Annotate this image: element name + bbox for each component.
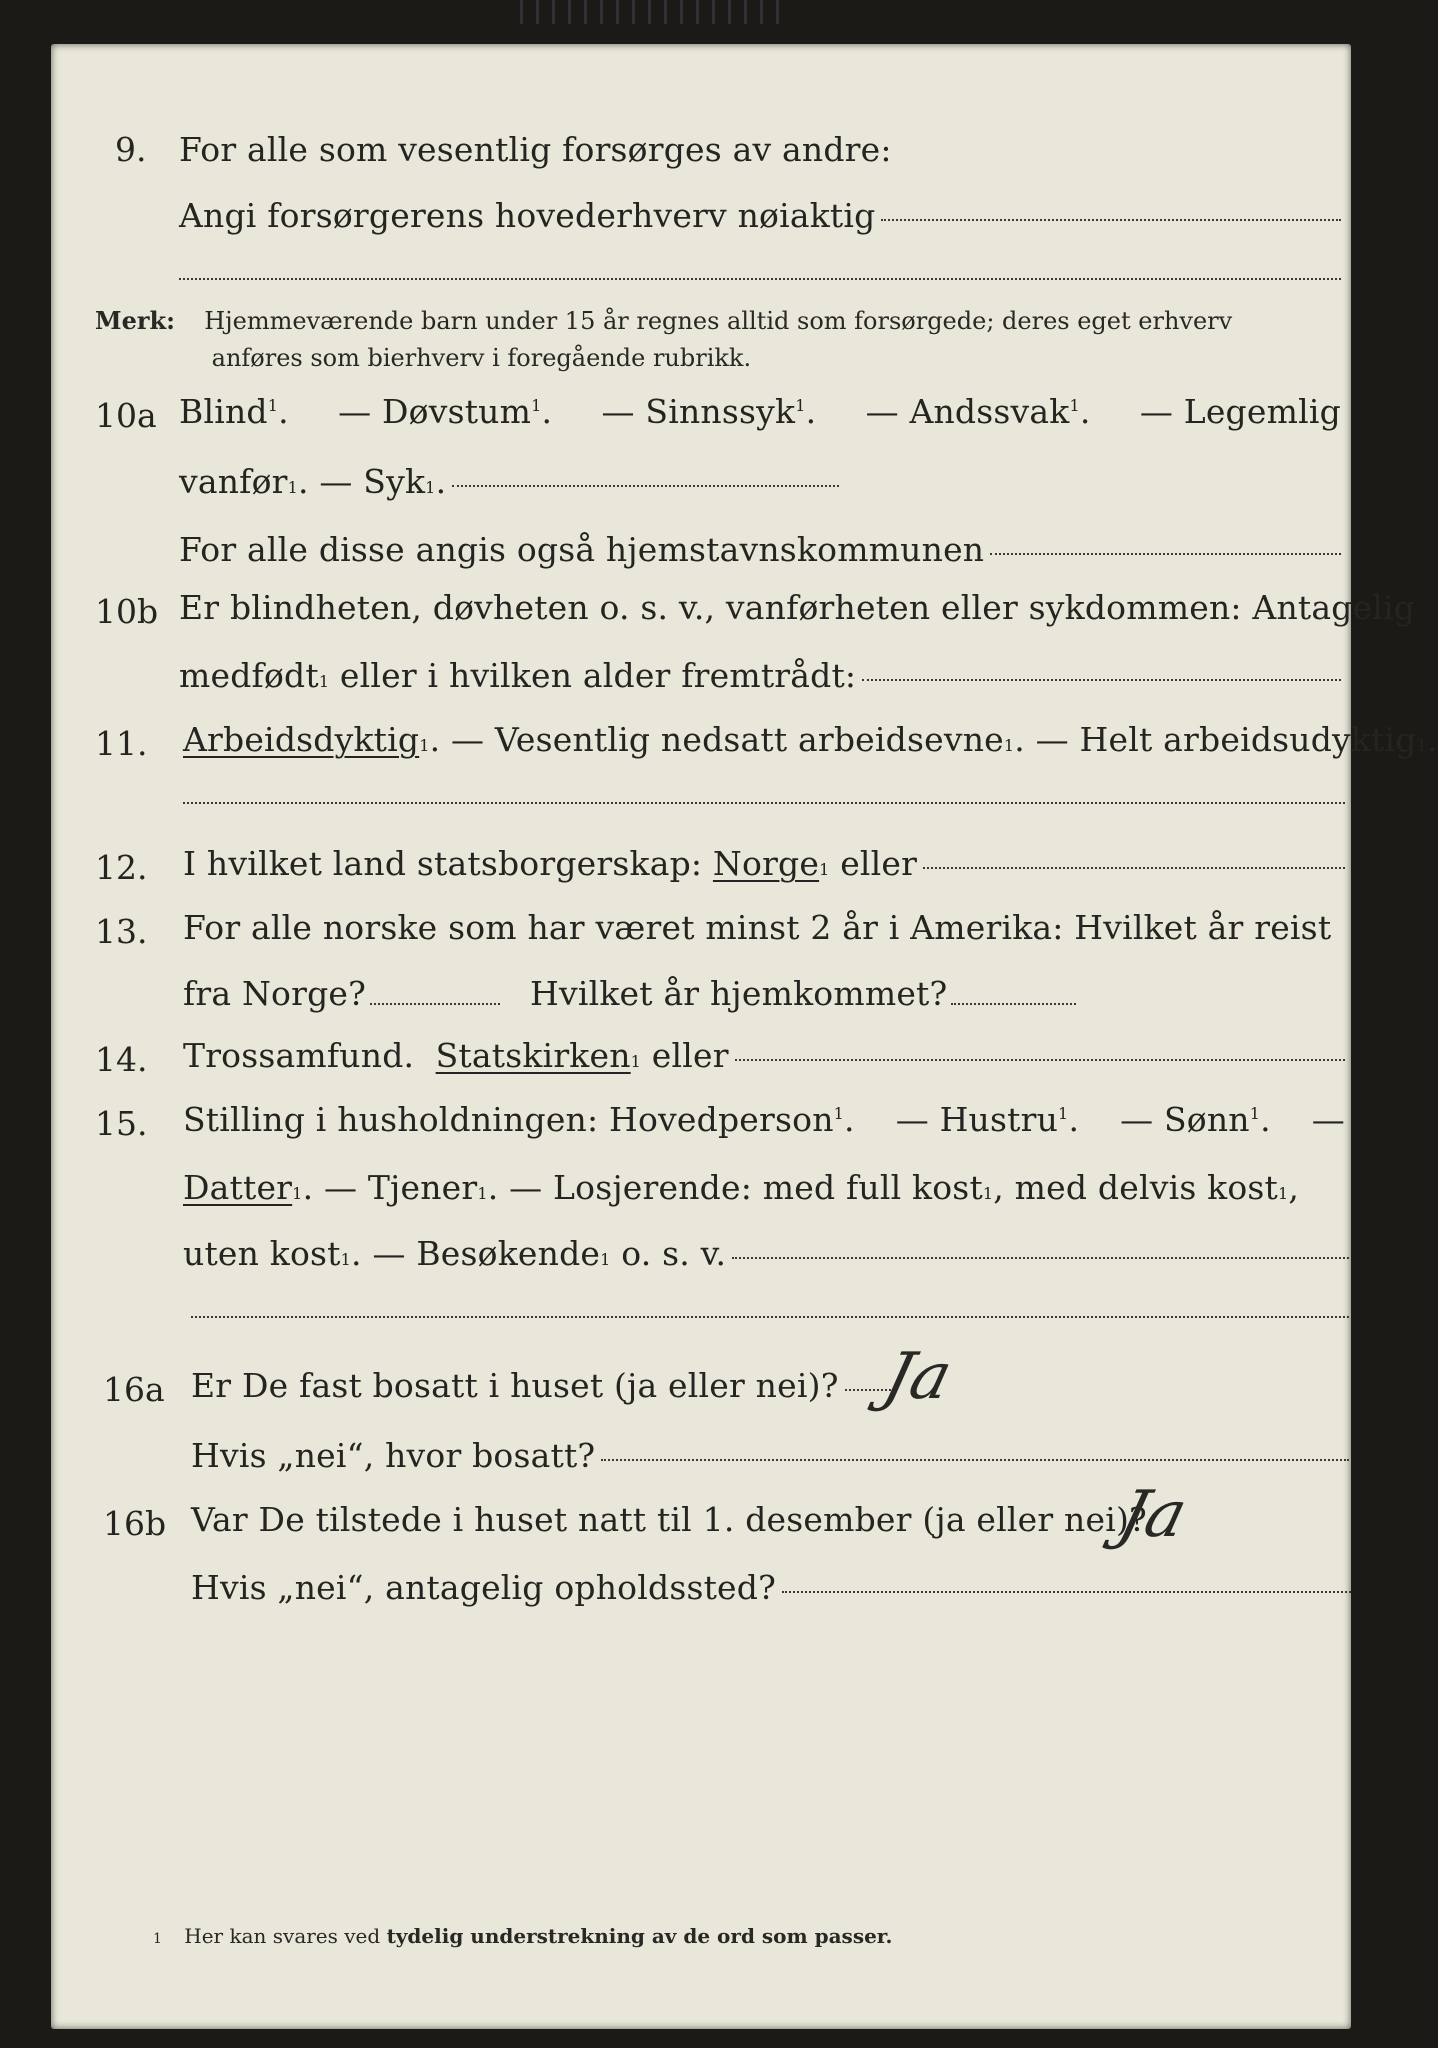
q10a-sinnssyk: — Sinnssyk [601, 392, 796, 431]
q15-line1: Stilling i husholdningen: Hovedperson$^1$. — Hustru$^1$. — Sønn$^1$. — [183, 1100, 1345, 1139]
q15-answer-line[interactable] [732, 1257, 1349, 1259]
q13-reist: fra Norge? [183, 974, 367, 1013]
binding-edge [520, 0, 790, 24]
q15-line3: uten kost 1 . — Besøkende 1 o. s. v. [183, 1234, 1349, 1273]
q9-extra-line[interactable] [179, 278, 1341, 280]
q9-number: 9. [115, 130, 147, 169]
q14-text: Trossamfund. [183, 1036, 415, 1075]
q13-number: 13. [95, 912, 148, 951]
q10b-line2: medfødt 1 eller i hvilken alder fremtrådt: [179, 656, 1341, 695]
q10a-dovstum: — Døvstum [338, 392, 532, 431]
q10b-medfodt: medfødt [179, 656, 319, 695]
q11-helt: . — Helt arbeidsudyktig [1014, 720, 1417, 759]
q16b-text2: Hvis „nei“, antagelig opholdssted? [191, 1568, 776, 1607]
q13-reist-line[interactable] [370, 1003, 500, 1005]
q10a-text3: For alle disse angis også hjemstavnskommunen [179, 530, 985, 569]
q11-vesentlig: . — Vesentlig nedsatt arbeidsevne [429, 720, 1004, 759]
q9-line2 [179, 196, 1341, 235]
q12-norge: Norge [712, 844, 820, 883]
q15-number: 15. [95, 1104, 148, 1143]
q12-text: I hvilket land statsborgerskap: [183, 844, 703, 883]
q11-arbeidsdyktig: Arbeidsdyktig [183, 720, 420, 759]
q15-uten-kost: uten kost [183, 1234, 341, 1273]
q10b-answer-line[interactable] [862, 679, 1341, 681]
q10a-vanfor: vanfør [179, 462, 288, 501]
q15-hustru: — Hustru [895, 1100, 1059, 1139]
q16b-text1: Var De tilstede i huset natt til 1. desember (ja eller nei)? [191, 1500, 1147, 1539]
q16a-handwritten-answer: Ja [876, 1340, 960, 1414]
q10a-syk: — Syk [319, 462, 426, 501]
q14-line: Trossamfund. Statskirken 1 eller [183, 1036, 1345, 1075]
q14-number: 14. [95, 1040, 148, 1079]
q10a-legemlig: — Legemlig [1139, 392, 1341, 431]
q12-eller: eller [840, 844, 918, 883]
q15-losjerende: — Losjerende: med full kost [509, 1168, 983, 1207]
q14-statskirken: Statskirken [435, 1036, 631, 1075]
merk-note [95, 302, 1232, 377]
q16b-line2 [191, 1568, 1351, 1607]
q12-answer-line[interactable] [923, 867, 1345, 869]
q16a-line2 [191, 1436, 1349, 1475]
footnote-mark: 1 [153, 1931, 162, 1947]
q14-answer-line[interactable] [735, 1059, 1345, 1061]
q16a-bosatt-line[interactable] [601, 1459, 1349, 1461]
q15-line2: Datter 1 . — Tjener 1 . — Losjerende: med full kost 1 , med delvis kost 1 , [183, 1168, 1300, 1207]
q9-text2: Angi forsørgerens hovederhverv nøiaktig [179, 196, 876, 235]
q16a-line1 [191, 1366, 891, 1405]
q9-line1 [179, 130, 1049, 169]
q16a-text2: Hvis „nei“, hvor bosatt? [191, 1436, 596, 1475]
q15-delvis: , med delvis kost [993, 1168, 1279, 1207]
q10a-number: 10a [95, 396, 157, 435]
q10b-number: 10b [95, 592, 159, 631]
q10a-answer-line[interactable] [452, 485, 839, 487]
q16b-number: 16b [103, 1504, 167, 1543]
q15-extra-line[interactable] [191, 1316, 1349, 1318]
q15-besokende: — Besøkende [372, 1234, 601, 1273]
q13-line2 [183, 974, 1076, 1013]
q11-line: Arbeidsdyktig 1 . — Vesentlig nedsatt arbeidsevne 1 . — Helt arbeidsudyktig 1 . [183, 720, 1438, 759]
q15-osv: o. s. v. [621, 1234, 727, 1273]
merk-text1: Hjemmeværende barn under 15 år regnes alltid som forsørgede; deres eget erhverv [204, 307, 1233, 335]
q11-number: 11. [95, 724, 148, 763]
q13-text1: For alle norske som har været minst 2 år i Amerika: Hvilket år reist [183, 908, 1332, 947]
q10b-text1: Er blindheten, døvheten o. s. v., vanførheten eller sykdommen: Antagelig [179, 588, 1416, 627]
q9-text1: For alle som vesentlig forsørges av andre: [179, 130, 892, 169]
footnote-text-a: Her kan svares ved [184, 1924, 381, 1948]
q11-answer-line[interactable] [183, 802, 1345, 804]
q9-answer-line[interactable] [881, 219, 1341, 221]
footnote-text-b: tydelig understrekning av de ord som passer. [386, 1924, 893, 1948]
q13-line1 [183, 908, 1331, 947]
q12-line: I hvilket land statsborgerskap: Norge 1 eller [183, 844, 1345, 883]
q15-sonn: — Sønn [1120, 1100, 1250, 1139]
q13-hjemkommet-line[interactable] [951, 1003, 1076, 1005]
q16a-number: 16a [103, 1370, 165, 1409]
merk-text2: anføres som bierhverv i foregående rubrikk. [211, 344, 752, 372]
q10a-blind: Blind [179, 392, 268, 431]
census-form-page [51, 44, 1438, 2029]
q10a-line3 [179, 530, 1341, 569]
q10b-text2: eller i hvilken alder fremtrådt: [339, 656, 857, 695]
q16b-line1 [191, 1500, 1147, 1539]
q16b-handwritten-answer: Ja [1111, 1478, 1195, 1552]
q16b-opholdssted-line[interactable] [782, 1591, 1351, 1593]
q16a-text1: Er De fast bosatt i huset (ja eller nei)? [191, 1366, 839, 1405]
q10a-line2: vanfør 1 . — Syk 1 . [179, 462, 839, 501]
q14-eller: eller [651, 1036, 729, 1075]
q15-hovedperson: Stilling i husholdningen: Hovedperson [183, 1100, 834, 1139]
footnote [153, 1924, 892, 1948]
merk-label: Merk: [95, 306, 175, 335]
q15-datter: Datter [183, 1168, 293, 1207]
q15-tjener: — Tjener [323, 1168, 478, 1207]
q10a-andssvak: — Andssvak [865, 392, 1070, 431]
q13-hjemkommet: Hvilket år hjemkommet? [530, 974, 948, 1013]
q10b-line1 [179, 588, 1415, 627]
q10a-line1: Blind$^1$. — Døvstum$^1$. — Sinnssyk$^1$. — Andssvak$^1$. — Legemlig [179, 392, 1341, 431]
q12-number: 12. [95, 848, 148, 887]
q10a-hjemstavn-line[interactable] [990, 553, 1341, 555]
